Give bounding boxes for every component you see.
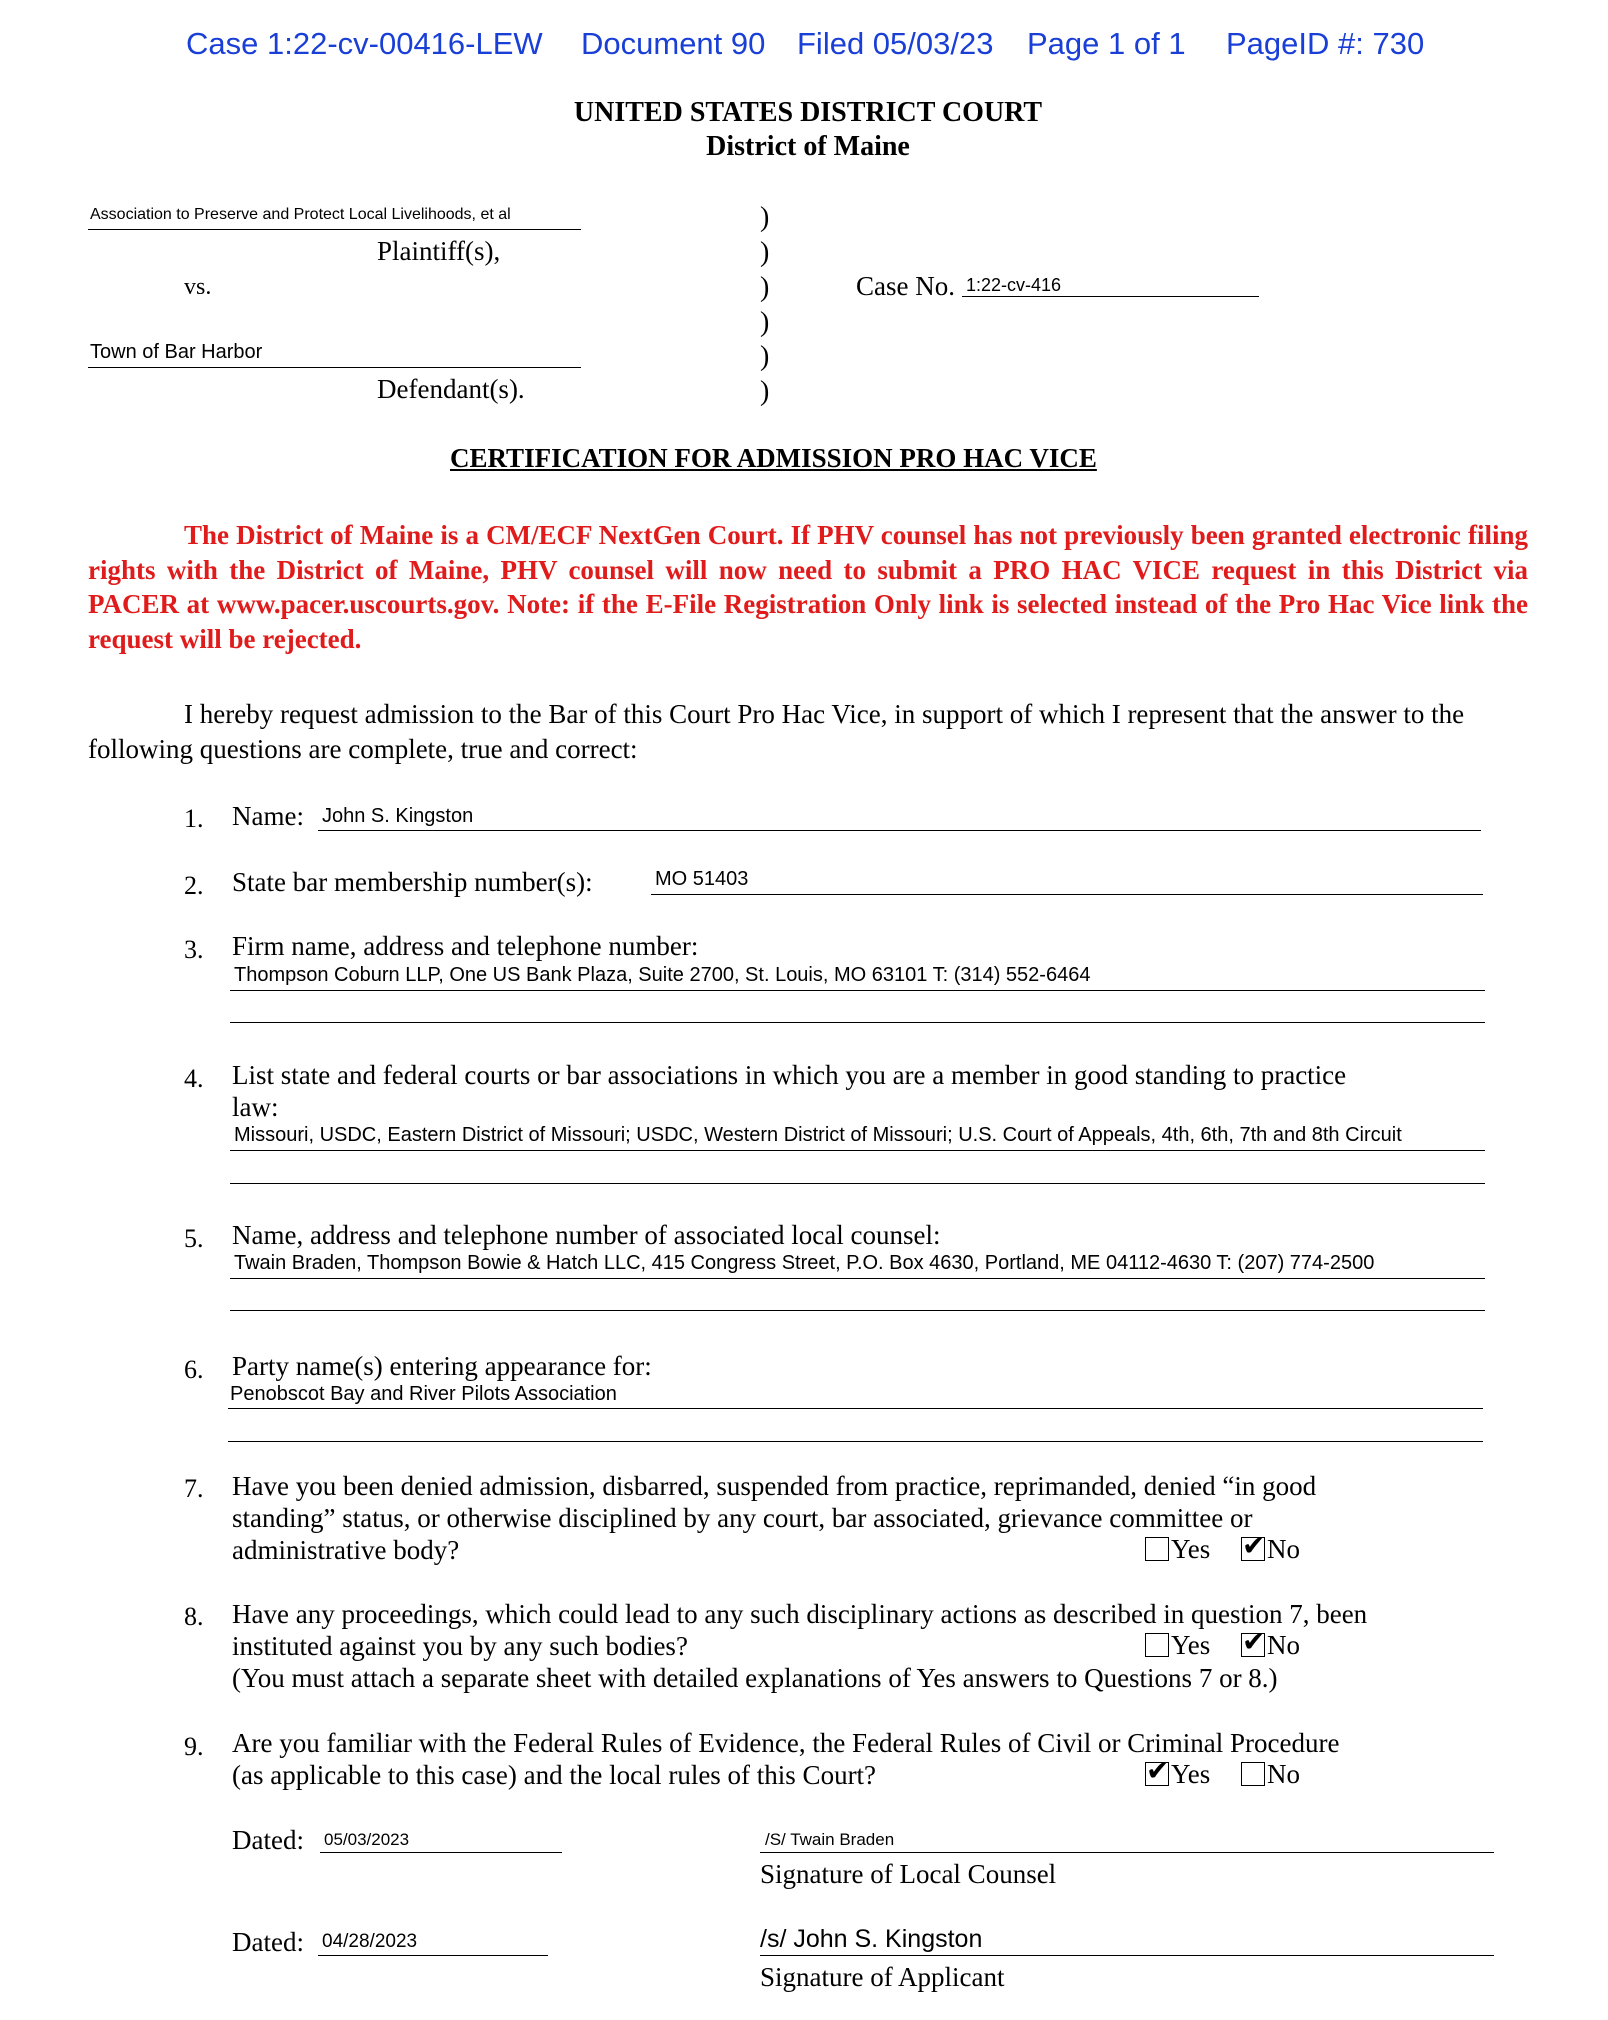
signature-line — [760, 1852, 1494, 1853]
date-line — [320, 1852, 562, 1853]
question-text-line: (You must attach a separate sheet with detailed explanations of Yes answers to Questions 7 or 8.) — [232, 1663, 1278, 1693]
certification-title: CERTIFICATION FOR ADMISSION PRO HAC VICE — [450, 443, 1097, 473]
yes-label: Yes — [1171, 1630, 1211, 1660]
court-district: District of Maine — [706, 131, 910, 162]
question-text-line: administrative body? — [232, 1535, 460, 1565]
dated-label: Dated: — [232, 1927, 304, 1957]
ecf-document-number: Document 90 — [581, 26, 766, 61]
q7-no-checkbox[interactable] — [1241, 1529, 1266, 1562]
yes-label: Yes — [1171, 1534, 1211, 1564]
plaintiff-label: Plaintiff(s), — [377, 236, 501, 266]
question-number: 1. — [184, 804, 204, 833]
caption-paren: ) — [760, 376, 770, 407]
local-date-value: 05/03/2023 — [324, 1830, 410, 1849]
applicant-name-answer: John S. Kingston — [322, 805, 474, 827]
q7-yes-option[interactable] — [1145, 1534, 1210, 1565]
question-label: List state and federal courts or bar associations in which you are a member in good standing to practice — [232, 1060, 1347, 1090]
no-label: No — [1267, 1534, 1300, 1564]
answer-line — [230, 1310, 1485, 1311]
question-label: Party name(s) entering appearance for: — [232, 1351, 652, 1381]
q8-yes-checkbox[interactable] — [1145, 1633, 1169, 1657]
answer-line — [230, 1278, 1485, 1279]
defendant-line — [88, 367, 581, 368]
case-number-label: Case No. — [856, 271, 955, 301]
applicant-signature-label: Signature of Applicant — [760, 1962, 1005, 1992]
caption-paren: ) — [760, 237, 770, 268]
q9-yes-option[interactable] — [1145, 1754, 1211, 1790]
answer-line — [228, 1408, 1483, 1409]
question-text-line: (as applicable to this case) and the local rules of this Court? — [232, 1760, 877, 1790]
defendant-label: Defendant(s). — [377, 374, 525, 404]
applicant-signature: /s/ John S. Kingston — [760, 1925, 983, 1953]
bar-number-answer: MO 51403 — [655, 868, 749, 890]
versus-label: vs. — [184, 274, 212, 300]
signature-line — [760, 1955, 1494, 1956]
ecf-filed-date: Filed 05/03/23 — [797, 26, 994, 61]
q8-no-option[interactable] — [1241, 1625, 1300, 1661]
date-line — [318, 1955, 548, 1956]
q9-yes-checkbox[interactable] — [1145, 1754, 1170, 1787]
case-number-value: 1:22-cv-416 — [966, 275, 1062, 295]
checkmark-icon: ✔ — [1146, 1754, 1170, 1787]
q7-no-option[interactable] — [1241, 1529, 1300, 1565]
question-number: 3. — [184, 935, 204, 964]
question-label: Firm name, address and telephone number: — [232, 931, 699, 961]
question-text-line: Are you familiar with the Federal Rules of Evidence, the Federal Rules of Civil or Criminal Procedure — [232, 1728, 1340, 1758]
q8-yes-option[interactable] — [1145, 1630, 1210, 1661]
no-label: No — [1267, 1759, 1300, 1789]
ecf-case-number: Case 1:22-cv-00416-LEW — [186, 26, 543, 61]
checkmark-icon: ✔ — [1242, 1529, 1266, 1562]
local-counsel-signature: /S/ Twain Braden — [765, 1830, 895, 1849]
q9-no-option[interactable] — [1241, 1759, 1300, 1790]
question-number: 7. — [184, 1474, 204, 1503]
question-number: 2. — [184, 871, 204, 900]
caption-paren: ) — [760, 272, 770, 303]
question-label: Name: — [232, 801, 304, 831]
firm-answer: Thompson Coburn LLP, One US Bank Plaza, Suite 2700, St. Louis, MO 63101 T: (314) 552-6464 — [234, 964, 1091, 986]
caption-paren: ) — [760, 341, 770, 372]
answer-line — [230, 990, 1485, 991]
checkmark-icon: ✔ — [1242, 1625, 1266, 1658]
applicant-date-value: 04/28/2023 — [322, 1931, 418, 1952]
party-answer: Penobscot Bay and River Pilots Association — [230, 1383, 617, 1405]
dated-label: Dated: — [232, 1825, 304, 1855]
ecf-pageid: PageID #: 730 — [1226, 26, 1425, 61]
question-label: State bar membership number(s): — [232, 867, 593, 897]
question-text-line: Have you been denied admission, disbarred, suspended from practice, reprimanded, denied “in good — [232, 1471, 1317, 1501]
question-number: 6. — [184, 1355, 204, 1384]
plaintiff-line — [88, 229, 581, 230]
question-text-line: instituted against you by any such bodies? — [232, 1631, 688, 1661]
question-number: 5. — [184, 1224, 204, 1253]
answer-line — [230, 1150, 1485, 1151]
caption-paren: ) — [760, 307, 770, 338]
intro-paragraph: I hereby request admission to the Bar of this Court Pro Hac Vice, in support of which I represent that the answer to the following questions are complete, true and correct: — [88, 699, 1465, 764]
local-counsel-signature-label: Signature of Local Counsel — [760, 1859, 1057, 1889]
no-label: No — [1267, 1630, 1300, 1660]
question-label-continued: law: — [232, 1092, 279, 1122]
answer-line — [651, 894, 1483, 895]
question-number: 9. — [184, 1732, 204, 1761]
ecf-page-count: Page 1 of 1 — [1027, 26, 1186, 61]
question-text-line: Have any proceedings, which could lead to any such disciplinary actions as described in question 7, been — [232, 1599, 1368, 1629]
answer-line — [230, 1183, 1485, 1184]
q9-no-checkbox[interactable] — [1241, 1762, 1265, 1786]
case-number-line — [962, 296, 1259, 297]
question-text-line: standing” status, or otherwise disciplined by any court, bar associated, grievance committee or — [232, 1503, 1253, 1533]
plaintiff-name: Association to Preserve and Protect Local Livelihoods, et al — [90, 206, 511, 223]
answer-line — [228, 1441, 1483, 1442]
caption-paren: ) — [760, 202, 770, 233]
answer-line — [318, 830, 1481, 831]
question-number: 4. — [184, 1064, 204, 1093]
question-label: Name, address and telephone number of associated local counsel: — [232, 1220, 941, 1250]
answer-line — [230, 1022, 1485, 1023]
defendant-name: Town of Bar Harbor — [90, 341, 263, 363]
q8-no-checkbox[interactable] — [1241, 1625, 1266, 1658]
court-title: UNITED STATES DISTRICT COURT — [573, 97, 1043, 128]
courts-answer: Missouri, USDC, Eastern District of Missouri; USDC, Western District of Missouri; U.S. Court of Appeals, 4th, 6th, 7th and 8th Circuit — [234, 1124, 1402, 1146]
nextgen-notice: The District of Maine is a CM/ECF NextGen Court. If PHV counsel has not previously been granted electronic filing rights with the District of Maine, PHV counsel will now need to submit a PRO HAC VICE request in this District via PACER at www.pacer.uscourts.gov. Note: if the E-File Registration Only link is selected instead of the Pro Hac Vice link the request will be rejected. — [88, 520, 1528, 654]
q7-yes-checkbox[interactable] — [1145, 1537, 1169, 1561]
question-number: 8. — [184, 1602, 204, 1631]
local-counsel-answer: Twain Braden, Thompson Bowie & Hatch LLC, 415 Congress Street, P.O. Box 4630, Portland, ME 04112-4630 T: (207) 774-2500 — [234, 1252, 1375, 1274]
yes-label: Yes — [1171, 1759, 1211, 1789]
